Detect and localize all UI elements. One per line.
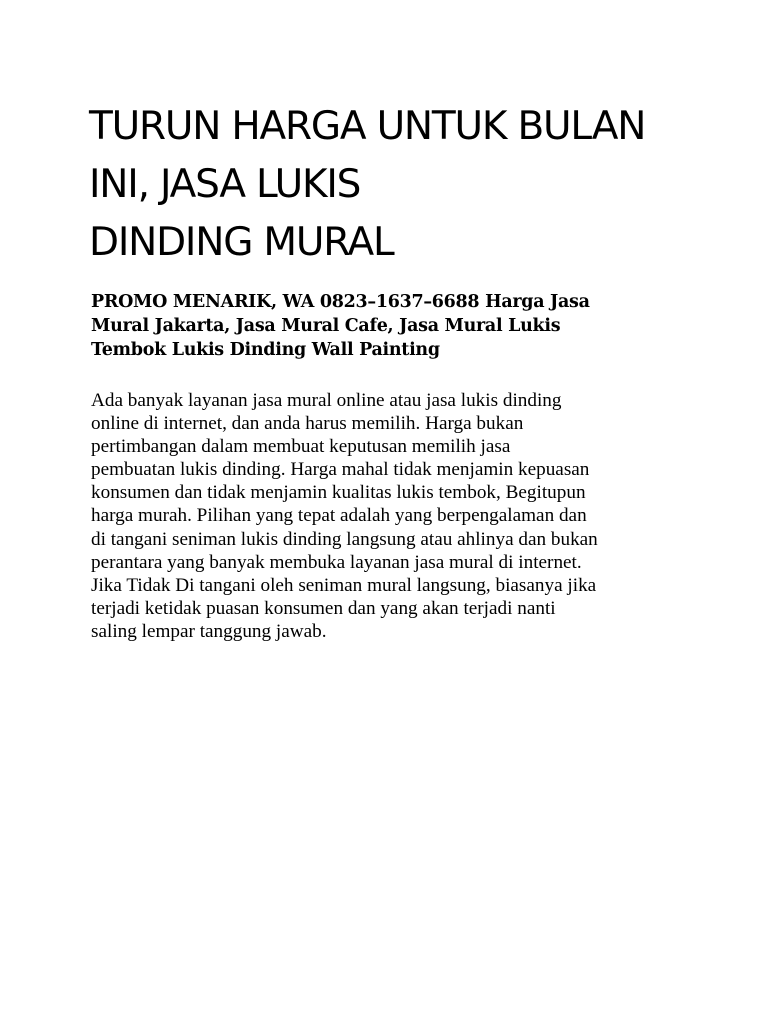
body-line: online di internet, dan anda harus memilih. Harga bukan [91,413,524,435]
body-line: Jika Tidak Di tangani oleh seniman mural langsung, biasanya jika [91,574,597,596]
document-title [89,98,729,272]
title-line: DINDING MURAL [89,220,394,265]
body-line: Ada banyak layanan jasa mural online atau jasa lukis dinding [91,390,562,411]
body-paragraph [91,389,711,643]
subtitle-line: PROMO MENARIK, WA 0823–1637–6688 Harga Jasa [91,292,590,312]
body-line: pembuatan lukis dinding. Harga mahal tidak menjamin kepuasan [91,459,590,481]
document-subtitle [91,290,691,362]
subtitle-line: Mural Jakarta, Jasa Mural Cafe, Jasa Mural Lukis [91,316,561,336]
subtitle-line: Tembok Lukis Dinding Wall Painting [91,340,440,360]
body-line: konsumen dan tidak menjamin kualitas lukis tembok, Begitupun [91,482,586,504]
body-line: terjadi ketidak puasan konsumen dan yang akan terjadi nanti [91,597,556,619]
body-line: di tangani seniman lukis dinding langsung atau ahlinya dan bukan [91,528,598,550]
body-line: harga murah. Pilihan yang tepat adalah yang berpengalaman dan [91,505,587,527]
body-line: saling lempar tanggung jawab. [91,620,327,642]
body-line: pertimbangan dalam membuat keputusan memilih jasa [91,436,511,458]
title-line: INI, JASA LUKIS [89,162,361,207]
title-line: TURUN HARGA UNTUK BULAN [89,104,646,149]
body-line: perantara yang banyak membuka layanan jasa mural di internet. [91,551,582,573]
